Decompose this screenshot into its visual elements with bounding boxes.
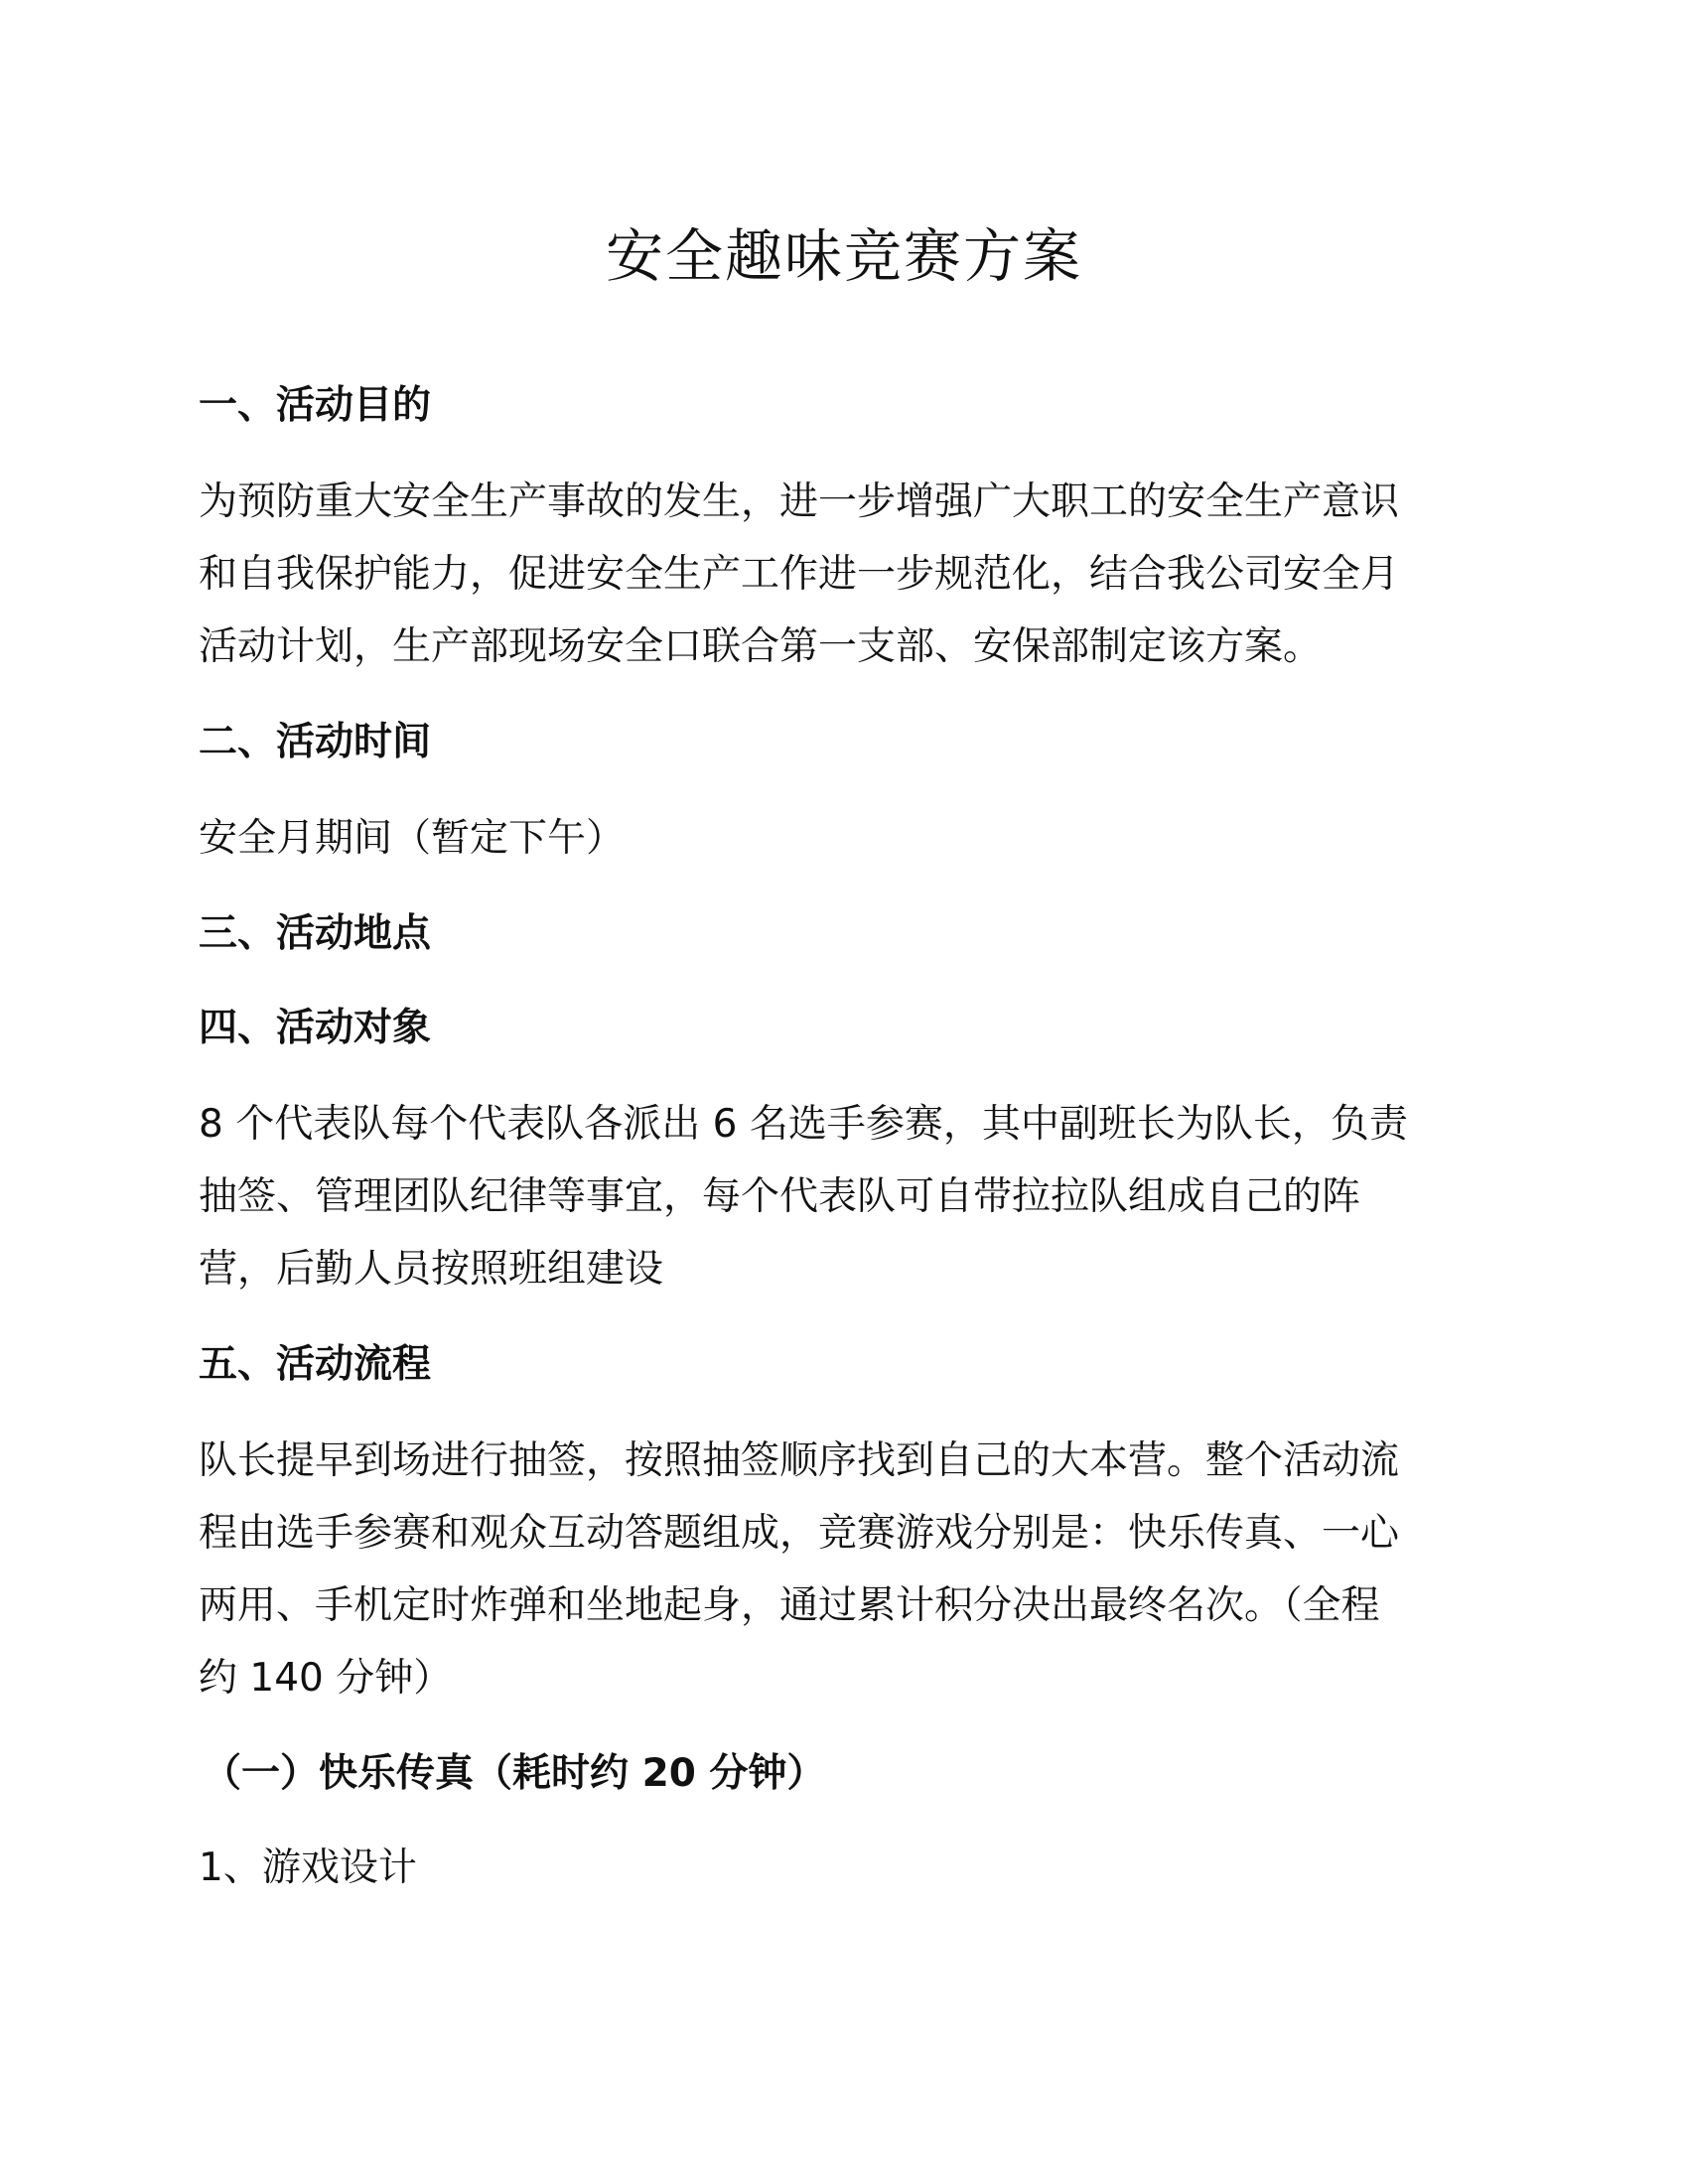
- section-text-time: 安全月期间（暂定下午）: [199, 816, 626, 861]
- section-heading-location: 三、活动地点: [199, 911, 432, 956]
- document-title: 安全趣味竞赛方案: [605, 222, 1082, 290]
- paragraph-line: 活动计划，生产部现场安全口联合第一支部、安保部制定该方案。: [199, 624, 1323, 669]
- section-heading-purpose: 一、活动目的: [199, 383, 432, 428]
- paragraph-line: 和自我保护能力，促进安全生产工作进一步规范化，结合我公司安全月: [199, 552, 1400, 597]
- paragraph-line: 8 个代表队每个代表队各派出 6 名选手参赛，其中副班长为队长，负责: [199, 1102, 1408, 1147]
- section-text-participants: [199, 1088, 1489, 1305]
- paragraph-line: 程由选手参赛和观众互动答题组成，竞赛游戏分别是：快乐传真、一心: [199, 1511, 1400, 1556]
- section-heading-time: 二、活动时间: [199, 720, 432, 764]
- section-heading-process: 五、活动流程: [199, 1342, 432, 1387]
- document-body: [199, 371, 1489, 1903]
- paragraph-line: 营，后勤人员按照班组建设: [199, 1247, 664, 1292]
- section-heading-participants: 四、活动对象: [199, 1006, 432, 1050]
- paragraph-line: 队长提早到场进行抽签，按照抽签顺序找到自己的大本营。整个活动流: [199, 1438, 1400, 1483]
- subsection-heading-happy-fax: （一）快乐传真（耗时约 20 分钟）: [203, 1751, 826, 1796]
- subsection-item-game-design: 1、游戏设计: [199, 1845, 417, 1890]
- section-text-process: [199, 1425, 1489, 1714]
- paragraph-line: 两用、手机定时炸弹和坐地起身，通过累计积分决出最终名次。（全程: [199, 1583, 1380, 1628]
- paragraph-line: 为预防重大安全生产事故的发生，进一步增强广大职工的安全生产意识: [199, 479, 1400, 524]
- paragraph-line: 抽签、管理团队纪律等事宜，每个代表队可自带拉拉队组成自己的阵: [199, 1174, 1361, 1219]
- section-text-purpose: [199, 466, 1489, 683]
- paragraph-line: 约 140 分钟）: [199, 1656, 453, 1701]
